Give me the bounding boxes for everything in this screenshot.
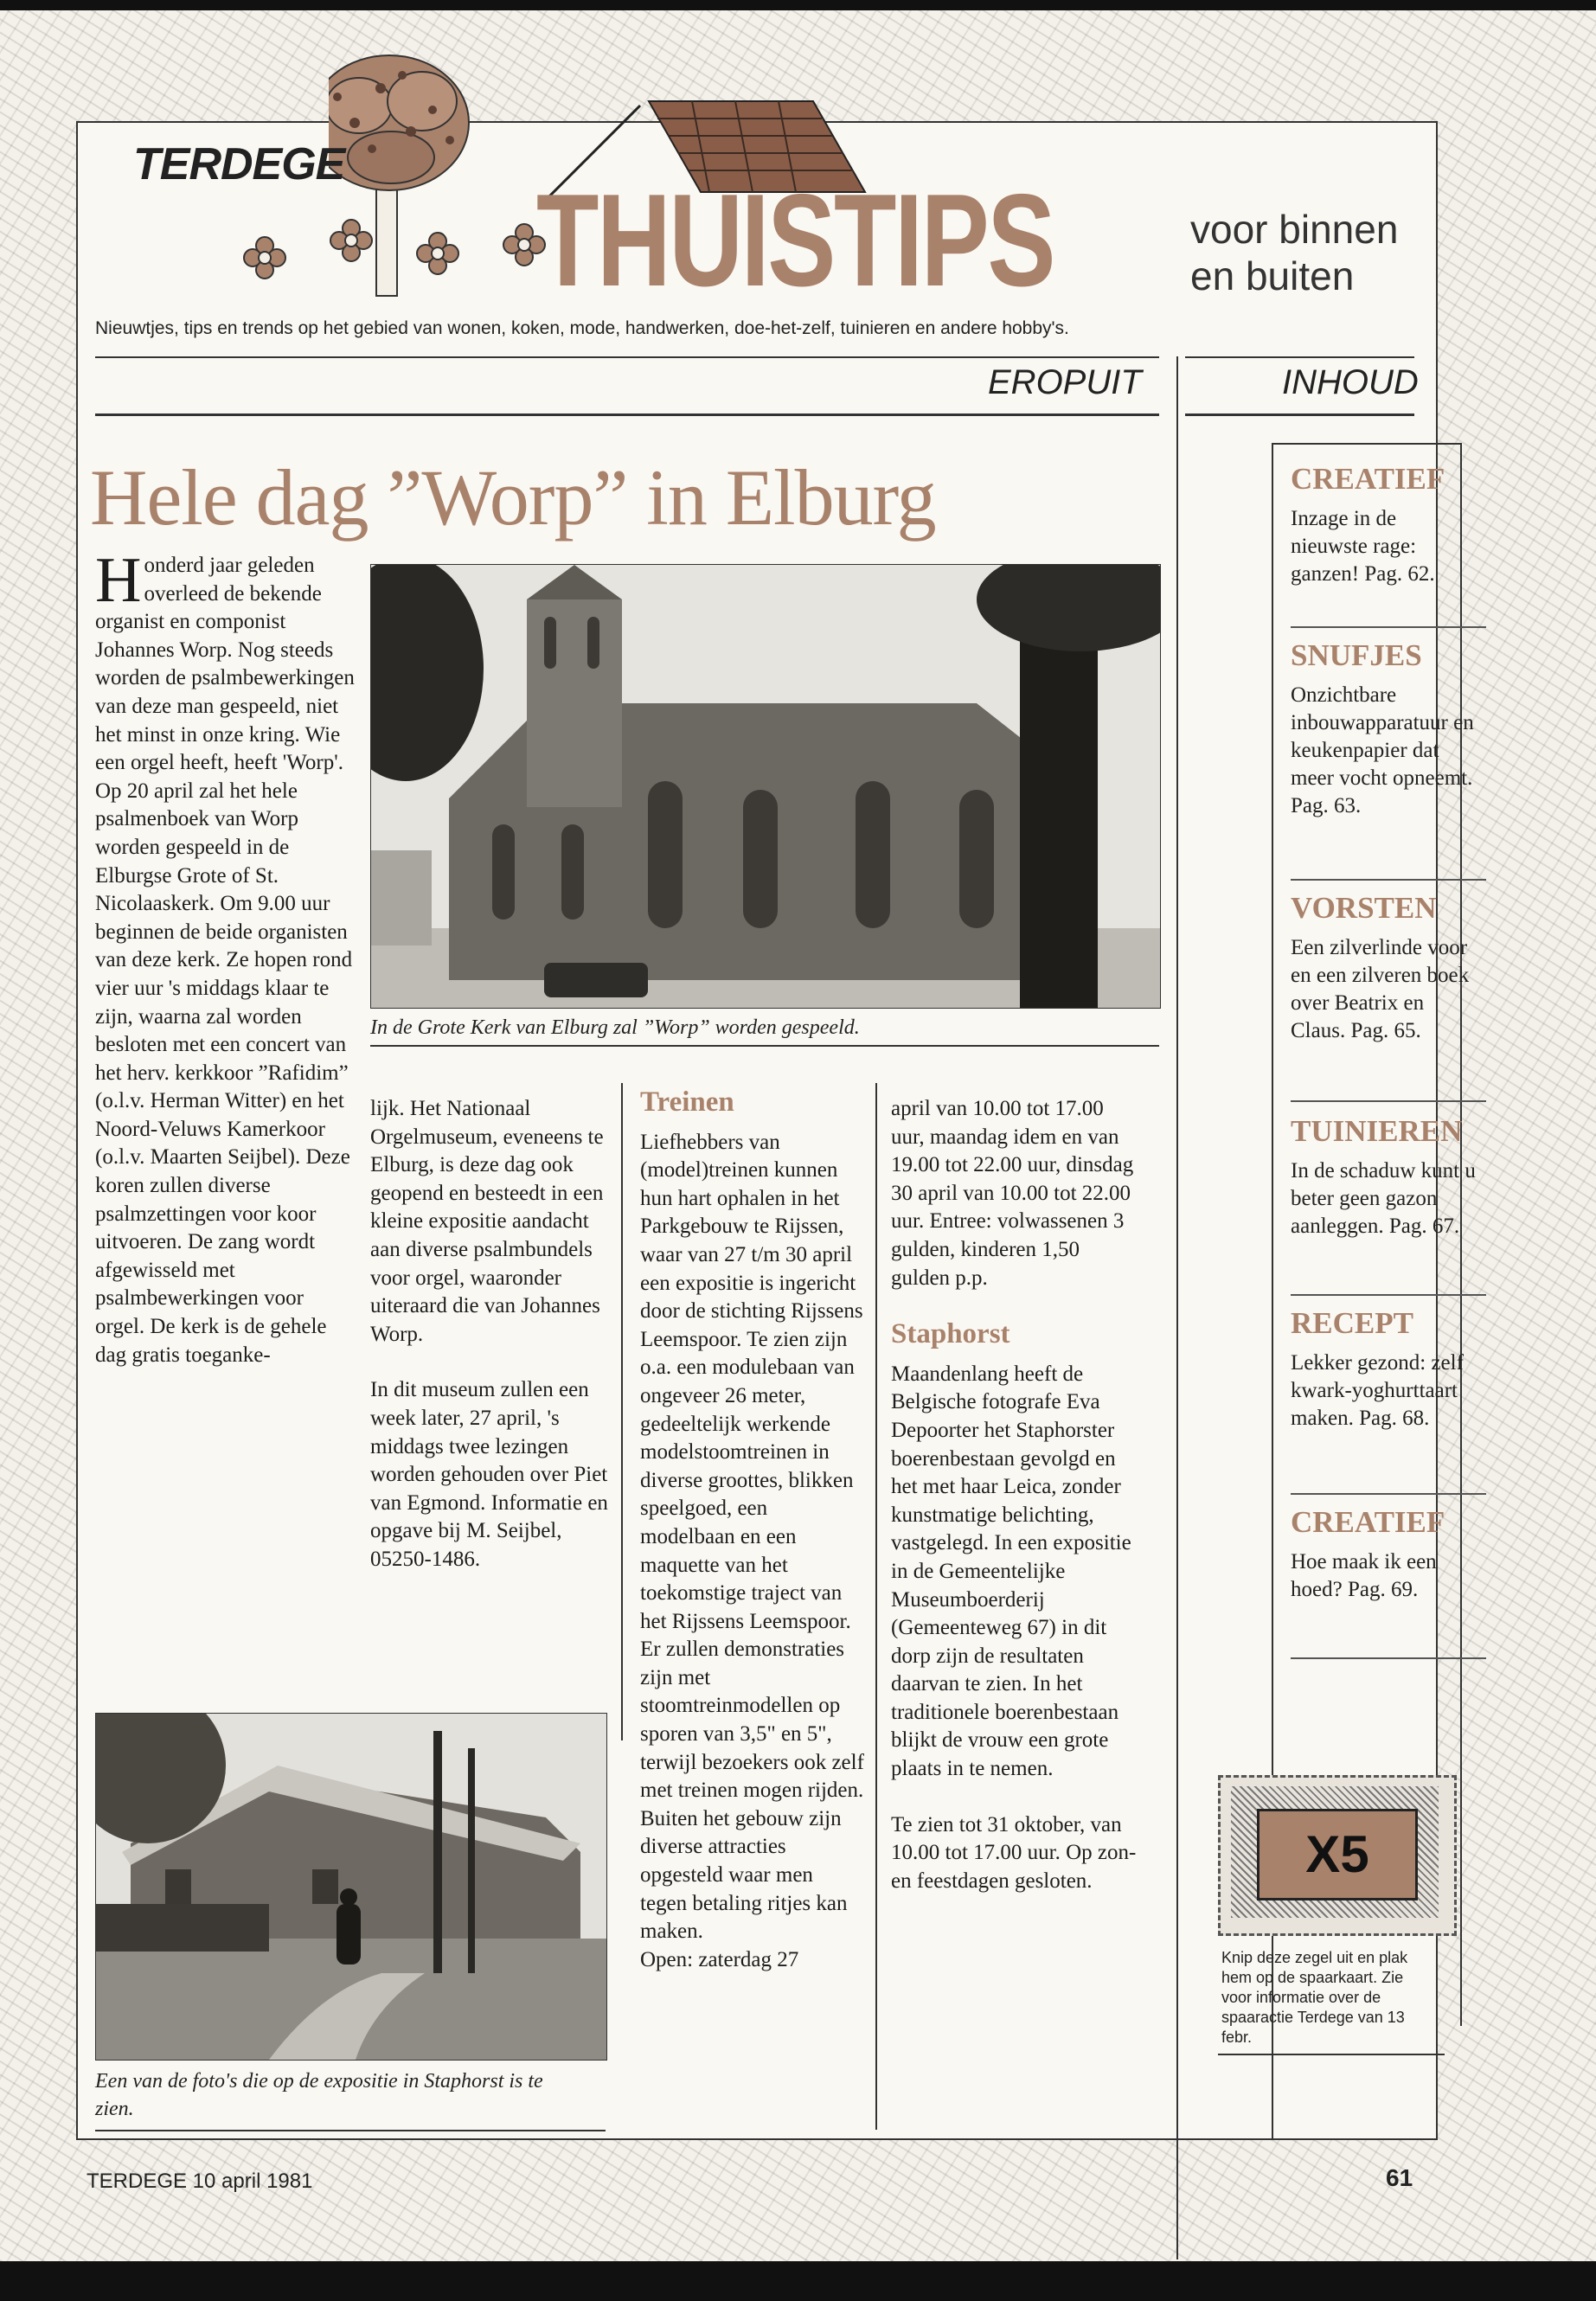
inhoud-item[interactable]: [1291, 638, 1477, 820]
divider: [1291, 879, 1486, 881]
inhoud-text: Hoe maak ik een hoed? Pag. 69.: [1291, 1550, 1437, 1601]
sidebar-label: INHOUD: [1282, 363, 1419, 401]
paragraph: Te zien tot 31 oktober, van 10.00 tot 17.00 uur. Op zon- en feestdagen gesloten.: [891, 1812, 1137, 1893]
church-caption: In de Grote Kerk van Elburg zal ”Worp” worden gespeeld.: [370, 1016, 860, 1039]
inhoud-category: CREATIEF: [1291, 1505, 1445, 1539]
inhoud-item[interactable]: [1291, 1306, 1477, 1433]
magazine-page: [76, 121, 1476, 2140]
tagline: [1190, 206, 1398, 299]
column-divider: [875, 1083, 877, 2130]
article-column-3: [640, 1088, 865, 1974]
divider: [1291, 1657, 1486, 1659]
church-image: [371, 565, 1160, 1008]
column-divider: [621, 1083, 623, 1740]
page-title: THUISTIPS: [536, 167, 1054, 314]
brand-logo: TERDEGE: [133, 139, 345, 189]
article-intro: [95, 545, 355, 1369]
inhoud-text: Een zilverlinde voor en een zilveren boek over Beatrix en Claus. Pag. 65.: [1291, 936, 1470, 1042]
inhoud-text: Lekker gezond: zelf kwark-yoghurttaart maken. Pag. 68.: [1291, 1351, 1464, 1430]
divider: [1185, 356, 1414, 358]
footer-issue: TERDEGE 10 april 1981: [87, 2170, 313, 2193]
paragraph: april van 10.00 tot 17.00 uur, maandag idem en van 19.00 tot 22.00 uur, dinsdag 30 april van 10.00 tot 22.00 uur. Entree: volwassenen 3 gulden, kinderen 1,50 gulden p.p.: [891, 1097, 1134, 1290]
farm-image: [96, 1714, 606, 2060]
page-number: 61: [1386, 2164, 1413, 2191]
inhoud-item[interactable]: [1291, 462, 1477, 588]
inhoud-category: VORSTEN: [1291, 891, 1437, 925]
inhoud-category: RECEPT: [1291, 1306, 1413, 1340]
farm-photo: [95, 1713, 607, 2061]
divider: [95, 413, 1159, 416]
church-photo: [370, 564, 1161, 1009]
inhoud-item[interactable]: [1291, 891, 1477, 1045]
stamp-x5[interactable]: [1218, 1775, 1457, 1936]
divider: [1291, 1493, 1486, 1495]
article-headline: Hele dag ”Worp” in Elburg: [90, 453, 936, 542]
paragraph: Open: zaterdag 27: [640, 1947, 799, 1971]
farm-caption: Een van de foto's die op de expositie in Staphorst is te zien.: [95, 2070, 543, 2120]
article-column-2: [370, 1095, 608, 1602]
inhoud-text: In de schaduw kunt u beter geen gazon aanleggen. Pag. 67.: [1291, 1159, 1476, 1238]
column-divider: [1176, 356, 1178, 2259]
bottom-black-band: [0, 2261, 1596, 2301]
paragraph: lijk. Het Nationaal Orgelmuseum, eveneens te Elburg, is deze dag ook geopend en besteedt in een kleine expositie aandacht aan diverse psalmbundels voor orgel, waaronder uiteraard die van Johannes Worp.: [370, 1097, 604, 1346]
treinen-heading: Treinen: [640, 1086, 734, 1118]
article-column-4: [891, 1095, 1142, 1923]
divider: [95, 2130, 606, 2131]
paragraph: Liefhebbers van (model)treinen kunnen hun hart ophalen in het Parkgebouw te Rijssen, waar van 27 t/m 30 april een expositie is ingericht door de stichting Rijssens Leemspoor. Te zien zijn o.a. een modulebaan van ongeveer 26 meter, gedeeltelijk werkende modelstoomtreinen in diverse groottes, blikken speelgoed, een modelbaan en een maquette van het toekomstige traject van het Rijssens Leemspoor. Er zullen demonstraties zijn met stoomtreinmodellen op sporen van 3,5" en 5", terwijl bezoekers ook zelf met treinen mogen rijden. Buiten het gebouw zijn diverse attracties opgesteld waar men tegen betaling ritjes kan maken.: [640, 1130, 864, 1944]
section-label: EROPUIT: [988, 363, 1142, 401]
tagline-line-1: voor binnen: [1190, 207, 1399, 252]
header-subtitle: Nieuwtjes, tips en trends op het gebied van wonen, koken, mode, handwerken, doe-het-zelf, tuinieren en andere hobby's.: [95, 318, 1069, 338]
paragraph: Maandenlang heeft de Belgische fotografe Eva Depoorter het Staphorster boerenbestaan gevolgd en het met haar Leica, zonder kunstmatige belichting, vastgelegd. In een expositie in de Gemeentelijke Museumboerderij (Gemeenteweg 67) in dit dorp zijn de resultaten daarvan te zien. In het traditionele boerenbestaan blijkt de vrouw een grote plaats in te nemen.: [891, 1362, 1131, 1781]
sidebar-frame: [1272, 443, 1462, 445]
flower-icon: [239, 206, 585, 292]
inhoud-item[interactable]: [1291, 1505, 1477, 1604]
top-black-band: [0, 0, 1596, 10]
intro-text: onderd jaar geleden overleed de bekende organist en componist Johannes Worp. Nog steeds worden de psalmbewerkingen van deze man gespeeld, niet het minst in onze kring. Wie een orgel heeft, heeft 'Worp'. Op 20 april zal het hele psalmenboek van Worp worden gespeeld in de Elburgse Grote of St. Nicolaaskerk. Om 9.00 uur beginnen de beide organisten van deze kerk. Ze hopen rond vier uur 's middags klaar te zijn, waarna zal worden besloten met een concert van het herv. kerkkoor ”Rafidim” (o.l.v. Herman Witter) en het Noord-Veluws Kamerkoor (o.l.v. Maarten Seijbel). Deze koren zullen diverse psalmzettingen voor koor uitvoeren. De zang wordt afgewisseld met psalmbewerkingen voor orgel. De kerk is de gehele dag gratis toeganke-: [95, 554, 355, 1367]
divider: [370, 1045, 1159, 1047]
stamp-value: X5: [1305, 1825, 1369, 1883]
divider: [95, 356, 1159, 358]
divider: [1291, 1100, 1486, 1102]
inhoud-text: Onzichtbare inbouwapparatuur en keukenpapier dat meer vocht opneemt. Pag. 63.: [1291, 683, 1474, 817]
drop-cap: H: [95, 545, 142, 616]
divider: [1185, 413, 1414, 416]
inhoud-text: Inzage in de nieuwste rage: ganzen! Pag. 62.: [1291, 507, 1435, 586]
inhoud-item[interactable]: [1291, 1114, 1477, 1240]
stamp-center: [1257, 1809, 1418, 1900]
inhoud-category: CREATIEF: [1291, 462, 1445, 496]
staphorst-heading: Staphorst: [891, 1318, 1010, 1350]
divider: [1291, 626, 1486, 628]
inhoud-category: SNUFJES: [1291, 638, 1422, 672]
divider: [1291, 1294, 1486, 1296]
inhoud-category: TUINIEREN: [1291, 1114, 1463, 1148]
paragraph: In dit museum zullen een week later, 27 april, 's middags twee lezingen worden gehouden over Piet van Egmond. Informatie en opgave bij M. Seijbel, 05250-1486.: [370, 1378, 608, 1571]
tagline-line-2: en buiten: [1190, 253, 1355, 298]
stamp-notice: Knip deze zegel uit en plak hem op de spaarkaart. Zie voor informatie over de spaaractie Terdege van 13 febr.: [1221, 1949, 1408, 2046]
divider: [1218, 2054, 1445, 2055]
